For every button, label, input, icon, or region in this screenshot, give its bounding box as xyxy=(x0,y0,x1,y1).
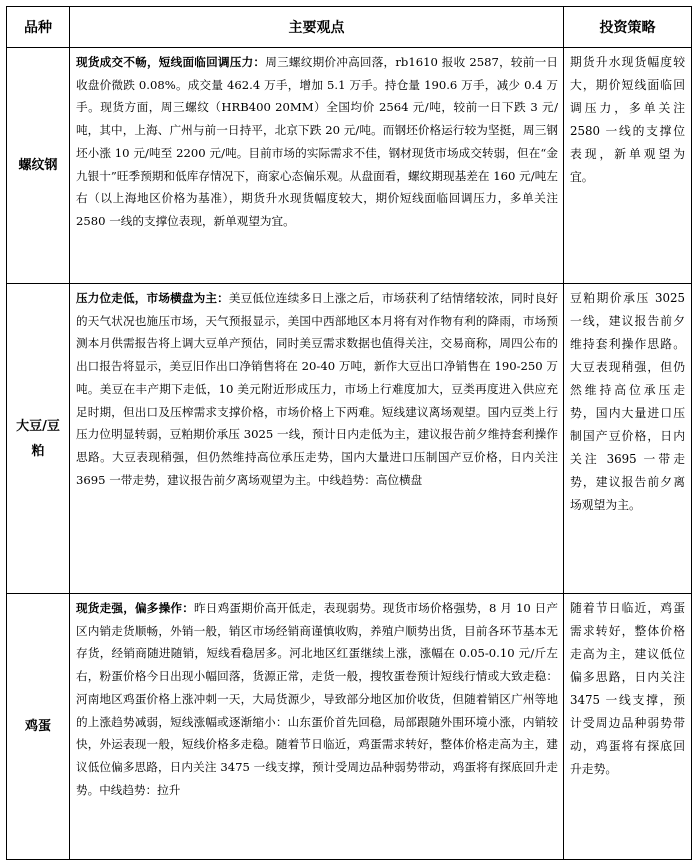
view-body: 周三螺纹期价冲高回落，rb1610 报收 2587，较前一日收盘价微跌 0.08%。成交量 462.4 万手，增加 5.1 万手。持仓量 190.6 万手，减少 0.4 万手。现货方面，周三螺纹（HRB400 20MM）全国均价 2564 元/吨，较前一日下跌 3 元/吨，其中，上海、广州与前一日持平，北京下跌 20 元/吨。而钢坯价格运行较为坚挺，周三钢坯小涨 10 元/吨至 2200 元/吨。目前市场的实际需求不佳，钢材现货市场成交转弱，但在“金九银十”旺季预期和低库存情况下，商家心态偏乐观。从盘面看，螺纹期现基差在 160 元/吨左右（以上海地区价格为基准），期货升水现货幅度较大，期价短线面临回调压力，多单关注 2580 一线的支撑位表现，新单观望为宜。 xyxy=(76,55,558,228)
header-row xyxy=(7,7,692,48)
view-headline: 压力位走低，市场横盘为主： xyxy=(76,291,229,305)
variety-name: 大豆/豆 xyxy=(16,418,60,434)
view-cell xyxy=(70,48,564,284)
variety-cell xyxy=(7,594,70,860)
row-soybean xyxy=(7,284,692,594)
header-main-view: 主要观点 xyxy=(70,7,564,48)
view-headline: 现货走强，偏多操作： xyxy=(76,601,194,615)
strategy-cell: 豆粕期价承压 3025 一线，建议报告前夕维持套利操作思路。大豆表现稍强，但仍然维持高位承压走势，国内大量进口压制国产豆价格，日内关注 3695 一带走势，建议报告前夕离场观望为主。 xyxy=(564,284,692,594)
view-body: 美豆低位连续多日上涨之后，市场获利了结情绪较浓，同时良好的天气状况也施压市场，天气预报显示，美国中西部地区本月将有对作物有利的降雨，市场预测本月供需报告将上调大豆单产预估，同时美豆需求数据也值得关注，交易商称，周四公布的出口报告将显示，美豆旧作出口净销售将在 20-40 万吨，新作大豆出口净销售在 190-250 万吨。美豆在丰产期下走低，10 美元附近形成压力，市场上行难度加大，豆类再度进入供应充足时期，但出口及压榨需求支撑价格，市场价格上下两难。短线建议离场观望。国内豆类上行压力位明显转弱，豆粕期价承压 3025 一线，预计日内走低为主，建议报告前夕维持套利操作思路。大豆表现稍强，但仍然维持高位承压走势，国内大量进口压制国产豆价格，日内关注 3695 一带走势，建议报告前夕离场观望为主。中线趋势：高位横盘 xyxy=(76,291,558,487)
variety-name: 螺纹钢 xyxy=(18,158,58,173)
variety-cell xyxy=(7,48,70,284)
header-variety: 品种 xyxy=(7,7,70,48)
variety-name: 粕 xyxy=(31,443,45,459)
row-rebar xyxy=(7,48,692,284)
variety-name: 鸡蛋 xyxy=(24,719,51,734)
strategy-cell: 期货升水现货幅度较大，期价短线面临回调压力，多单关注 2580 一线的支撑位表现，新单观望为宜。 xyxy=(564,48,692,284)
view-headline: 现货成交不畅，短线面临回调压力： xyxy=(76,55,266,69)
row-egg xyxy=(7,594,692,860)
variety-cell xyxy=(7,284,70,594)
view-body: 昨日鸡蛋期价高开低走，表现弱势。现货市场价格强势，8 月 10 日产区内销走货顺畅，外销一般，销区市场经销商谨慎收购，养殖户顺势出货，目前各环节基本无存货，经销商随进随销，短线看稳居多。河北地区红蛋继续上涨，涨幅在 0.05-0.10 元/斤左右，粉蛋价格今日出现小幅回落，货源正常，走货一般，搜牧蛋卷预计短线行情或大致走稳：河南地区鸡蛋价格上涨冲刺一天，大局货源少，导致部分地区加价收货，但随着销区广州等地的上涨趋势减弱，短线涨幅或逐渐缩小：山东蛋价首先回稳，局部跟随外围环境小涨，内销较快，外运表现一般，短线价格多走稳。随着节日临近，鸡蛋需求转好，整体价格走高为主，建议低位偏多思路，日内关注 3475 一线支撑，预计受周边品种弱势带动，鸡蛋将有探底回升走势。中线趋势：拉升 xyxy=(76,601,558,797)
header-strategy: 投资策略 xyxy=(564,7,692,48)
view-cell xyxy=(70,594,564,860)
view-cell xyxy=(70,284,564,594)
strategy-cell: 随着节日临近，鸡蛋需求转好，整体价格走高为主，建议低位偏多思路，日内关注 3475 一线支撑，预计受周边品种弱势带动，鸡蛋将有探底回升走势。 xyxy=(564,594,692,860)
market-view-table xyxy=(6,6,692,860)
